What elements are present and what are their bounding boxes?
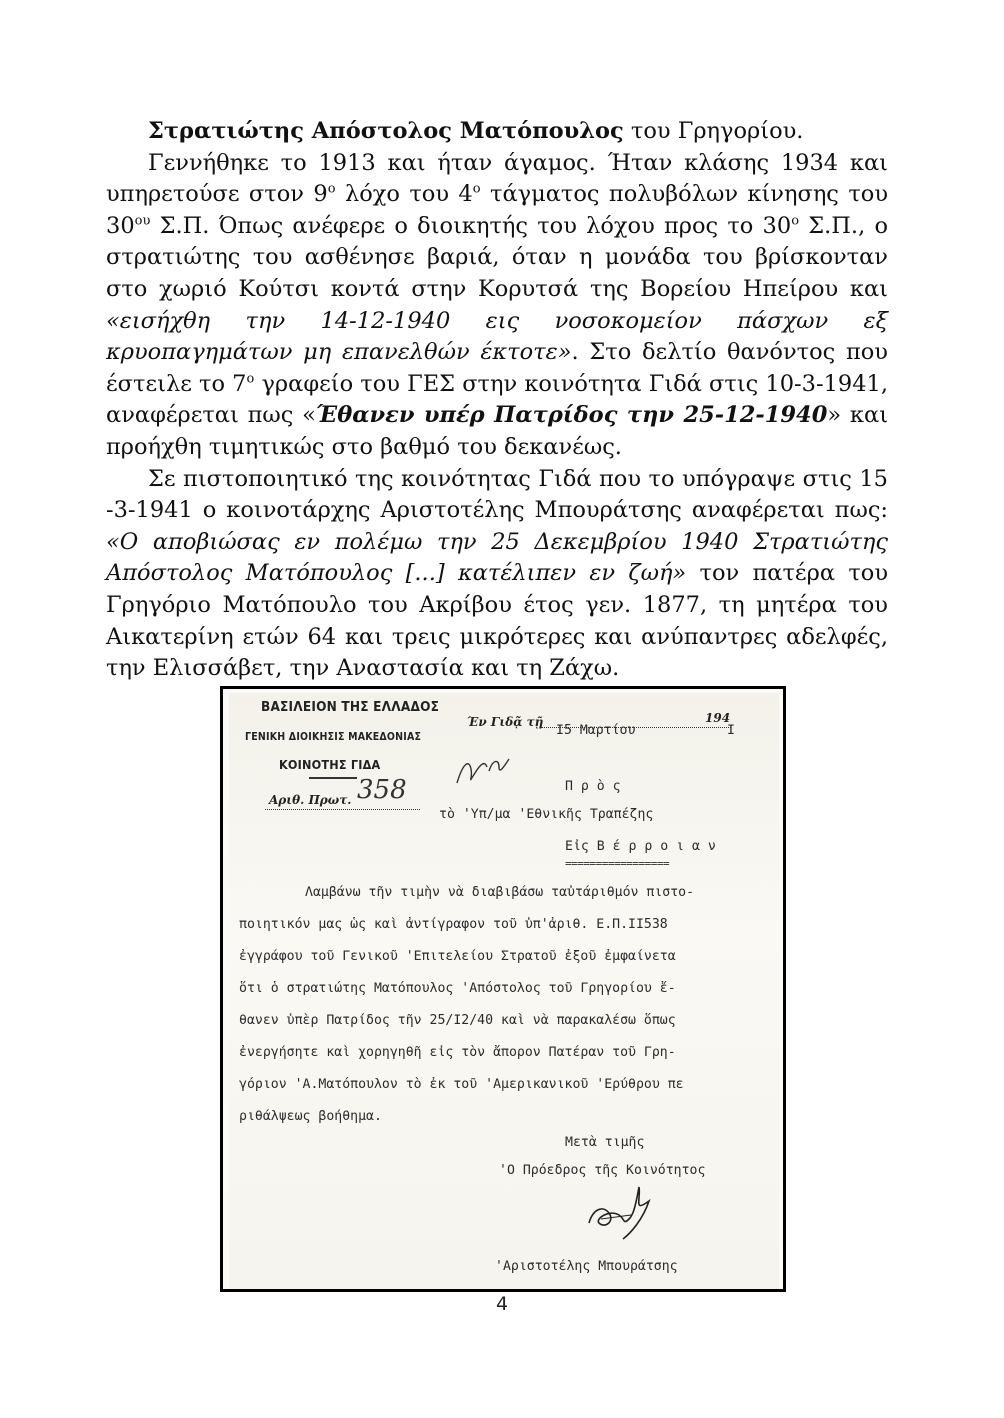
body-line: ριθάλψεως βοήθημα. — [239, 1109, 382, 1124]
protocol-label: Αριθ. Πρωτ. — [269, 793, 352, 807]
scanned-document-frame — [220, 686, 786, 1292]
year-digit: Ι — [727, 723, 735, 738]
signatory-title: 'Ο Πρόεδρος τῆς Κοινότητος — [499, 1163, 706, 1178]
scanned-document — [229, 693, 779, 1289]
body-line: ποιητικόν μας ὡς καὶ ἀντίγραφον τοῦ ὑπ'ἀριθ. Ε.Π.ΙΙ538 — [239, 917, 668, 932]
closing: Μετὰ τιμῆς — [565, 1135, 645, 1150]
body-line: ὅτι ὁ στρατιώτης Ματόπουλος 'Απόστολος τοῦ Γρηγορίου ἔ- — [239, 981, 676, 996]
doc-header-community: ΚΟΙΝΟΤΗΣ ΓΙΔΑ — [279, 757, 381, 772]
date-text: Ι5 Μαρτίου — [556, 723, 636, 738]
paragraph-2: Γεννήθηκε το 1913 και ήταν άγαμος. Ήταν κλάσης 1934 και υπηρετούσε στον $9^o$ λόχο του $4^o$ τάγματος πολυβόλων κίνησης του $30^{o\upsilon}$ Σ.Π. Όπως ανέφερε ο διοικητής του λόχου προς το $30^o$ Σ.Π., ο στρατιώτης του ασθένησε βαριά, όταν η μονάδα του βρίσκονταν στο χωριό Κούτσι κοντά στην Κορυτσά της Βορείου Ηπείρου και «εισήχθη την 14-12-1940 εις νοσοκομείον πάσχων εξ κρυοπαγημάτων μη επανελθών έκτοτε». Στο δελτίο θανόντος που έστειλε το $7^o$ γραφείο του ΓΕΣ στην κοινότητα Γιδά στις 10-3-1941, αναφέρεται πως «Έθανεν υπέρ Πατρίδος την 25-12-1940» και προήχθη τιμητικώς στο βαθμό του δεκανέως. — [106, 149, 889, 460]
addressee: τὸ 'Υπ/μα 'Εθνικῆς Τραπέζης — [439, 807, 654, 822]
body-line: γόριον 'Α.Ματόπουλον τὸ ἐκ τοῦ 'Αμερικανικοῦ 'Ερύθρου πε — [239, 1077, 684, 1092]
quote-certificate: «Ο αποβιώσας εν πολέμω την 25 Δεκεμβρίου 1940 Στρατιώτης Απόστολος Ματόπουλος [...] κατέλιπεν εν ζωή» — [106, 528, 888, 587]
doc-header-kingdom: ΒΑΣΙΛΕΙΟΝ ΤΗΣ ΕΛΛΑΔΟΣ — [261, 699, 440, 715]
margin-scribble — [453, 755, 511, 789]
protocol-underline — [265, 809, 420, 810]
quote-hospital: «εισήχθη την 14-12-1940 εις νοσοκομείον πάσχων εξ κρυοπαγημάτων μη επανελθών έκτοτε» — [106, 307, 888, 366]
article-text — [106, 116, 888, 685]
body-line: θανεν ὑπὲρ Πατρίδος τῆν 25/Ι2/40 καὶ νὰ παρακαλέσω ὅπως — [239, 1013, 676, 1028]
place-date-label: Έν Γιδᾷ τῇ — [467, 715, 544, 729]
to-label: Π ρ ὸ ς — [565, 779, 621, 794]
signatory-name: 'Αριστοτέλης Μπουράτσης — [495, 1259, 678, 1274]
doc-header-admin: ΓΕΝΙΚΗ ΔΙΟΙΚΗΣΙΣ ΜΑΚΕΔΟΝΙΑΣ — [245, 731, 422, 743]
body-line: ἐγγράφου τοῦ Γενικοῦ 'Επιτελείου Στρατοῦ ἐξοῦ ἐμφαίνετα — [239, 949, 676, 964]
quote-death: Έθανεν υπέρ Πατρίδος την 25-12-1940 — [315, 402, 828, 429]
body-line: Λαμβάνω τῆν τιμὴν νὰ διαβιβάσω ταὐτάριθμόν πιστο- — [305, 885, 695, 900]
paragraph-1: Στρατιώτης Απόστολος Ματόπουλος του Γρηγορίου. — [148, 118, 804, 144]
signature — [579, 1179, 669, 1249]
city-underline: ================= — [565, 857, 670, 870]
page-number: 4 — [495, 1293, 509, 1315]
soldier-name: Στρατιώτης Απόστολος Ματόπουλος — [148, 118, 624, 144]
protocol-number: 358 — [357, 775, 407, 805]
body-line: ἐνεργήσητε καὶ χορηγηθῆ εἰς τὸν ἄπορον Πατέραν τοῦ Γρη- — [239, 1045, 676, 1060]
year-print: 194 — [705, 711, 731, 725]
city: Εἰς Β έ ρ ρ ο ι α ν — [565, 839, 716, 854]
paragraph-3: Σε πιστοποιητικό της κοινότητας Γιδά που το υπόγραψε στις 15 -3-1941 ο κοινοτάρχης Αριστοτέλης Μπουράτσης αναφέρεται πως: «Ο αποβιώσας εν πολέμω την 25 Δεκεμβρίου 1940 Στρατιώτης Απόστολος Ματόπουλος [...] κατέλιπεν εν ζωή» τον πατέρα του Γρηγόριο Ματόπουλο του Ακρίβου έτος γεν. 1877, τη μητέρα του Αικατερίνη ετών 64 και τρεις μικρότερες και ανύπαντρες αδελφές, την Ελισσάβετ, την Αναστασία και τη Ζάχω. — [106, 465, 888, 682]
header-rule — [309, 777, 357, 779]
